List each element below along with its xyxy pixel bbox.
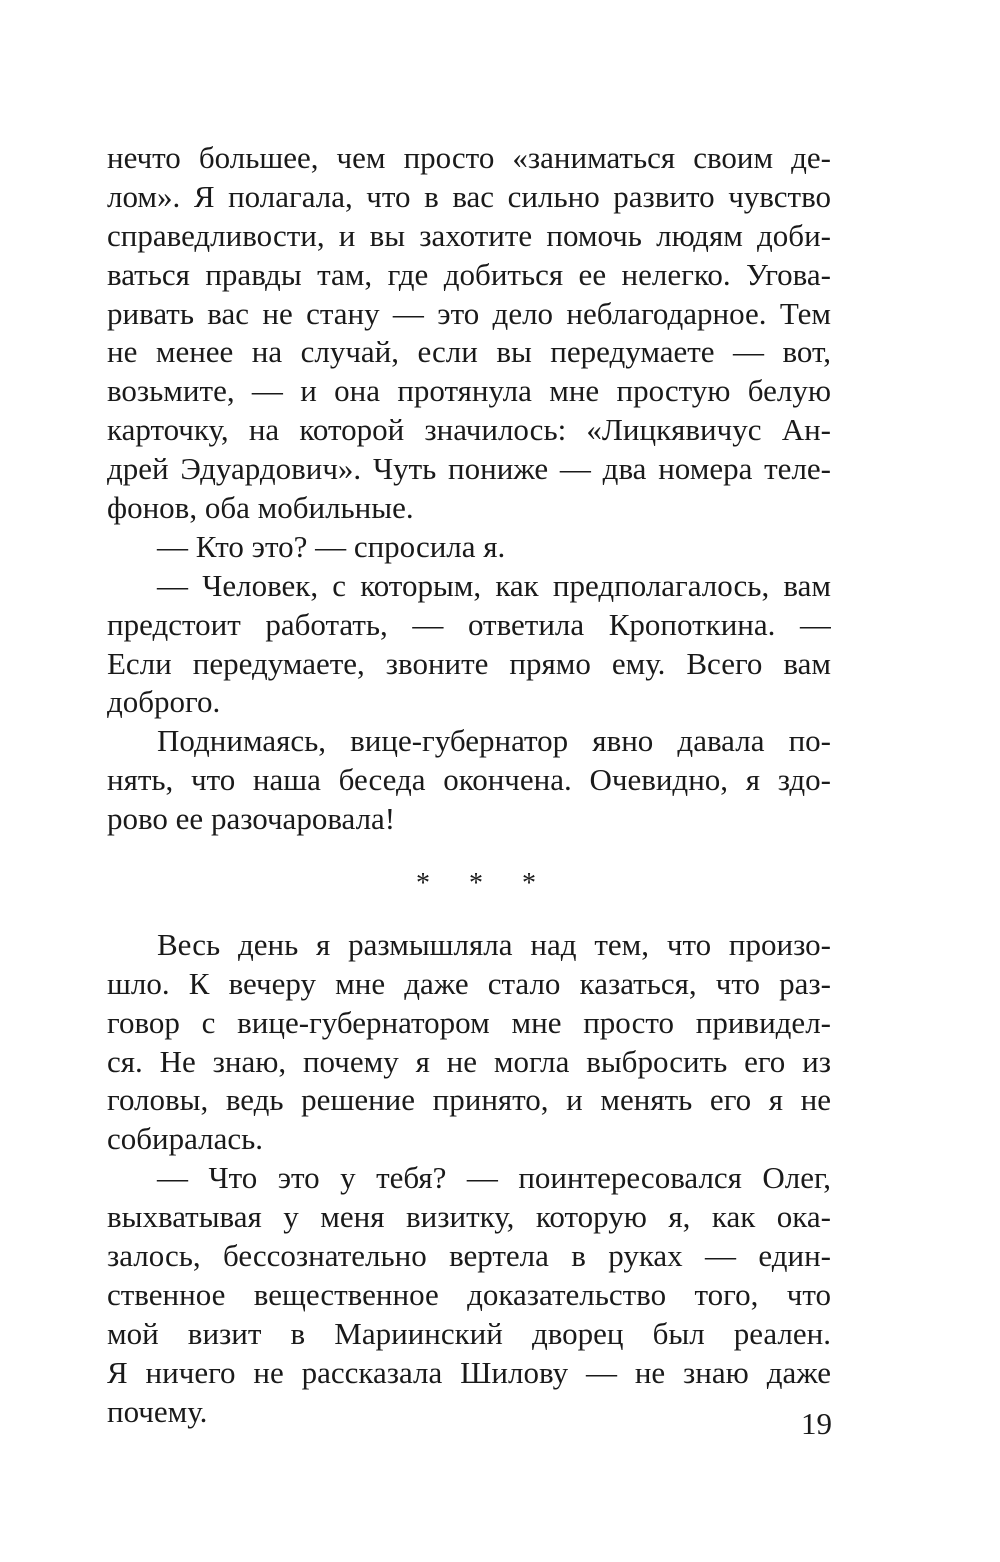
text-line: нечто большее, чем просто «заниматься своим де- [107, 140, 831, 175]
text-line: доброго. [107, 684, 221, 720]
page-number: 19 [801, 1406, 832, 1441]
text-line: ваться правды там, где добиться ее нелегко. Угова- [107, 256, 831, 292]
book-page-text [107, 139, 831, 1432]
text-line: дрей Эдуардович». Чуть пониже — два номера теле- [107, 451, 831, 487]
text-line: предстоит работать, — ответила Кропоткина. — [107, 606, 831, 642]
text-line: собиралась. [107, 1121, 264, 1157]
text-line: возьмите, — и она протянула мне простую белую [107, 373, 831, 409]
text-line: Весь день я размышляла над тем, что произо- [157, 926, 831, 962]
text-line: головы, ведь решение принято, и менять его я не [107, 1082, 831, 1118]
text-line: рово ее разочаровала! [107, 801, 396, 837]
text-line: — Человек, с которым, как предполагалось, вам [157, 567, 831, 603]
text-line: фонов, оба мобильные. [107, 490, 414, 526]
text-line: Я ничего не рассказала Шилову — не знаю даже [107, 1354, 831, 1390]
text-line: справедливости, и вы захотите помочь людям доби- [107, 217, 831, 253]
text-line: ственное вещественное доказательство того, что [107, 1276, 831, 1312]
text-line: нять, что наша беседа окончена. Очевидно, я здо- [107, 762, 831, 798]
text-line: Поднимаясь, вице-губернатор явно давала по- [157, 723, 831, 759]
text-line: почему. [107, 1393, 208, 1429]
text-line: ривать вас не стану — это дело неблагодарное. Тем [107, 295, 831, 331]
text-line: выхватывая у меня визитку, которую я, как ока- [107, 1199, 831, 1235]
text-line: мой визит в Мариинский дворец был реален. [107, 1315, 831, 1351]
text-line: говор с вице-губернатором мне просто привидел- [107, 1004, 831, 1040]
text-line: ся. Не знаю, почему я не могла выбросить его из [107, 1043, 831, 1079]
text-line: не менее на случай, если вы передумаете — вот, [107, 334, 831, 370]
text-line: — Что это у тебя? — поинтересовался Олег, [157, 1160, 831, 1196]
section-separator: * * * [416, 868, 552, 900]
text-line: — Кто это? — спросила я. [157, 528, 506, 564]
text-line: карточку, на которой значилось: «Лицкявичус Ан- [107, 412, 831, 448]
text-line: лом». Я полагала, что в вас сильно развито чувство [107, 178, 831, 214]
text-line: Если передумаете, звоните прямо ему. Всего вам [107, 645, 831, 681]
text-line: шло. К вечеру мне даже стало казаться, что раз- [107, 965, 831, 1001]
text-line: залось, бессознательно вертела в руках — един- [107, 1238, 831, 1274]
